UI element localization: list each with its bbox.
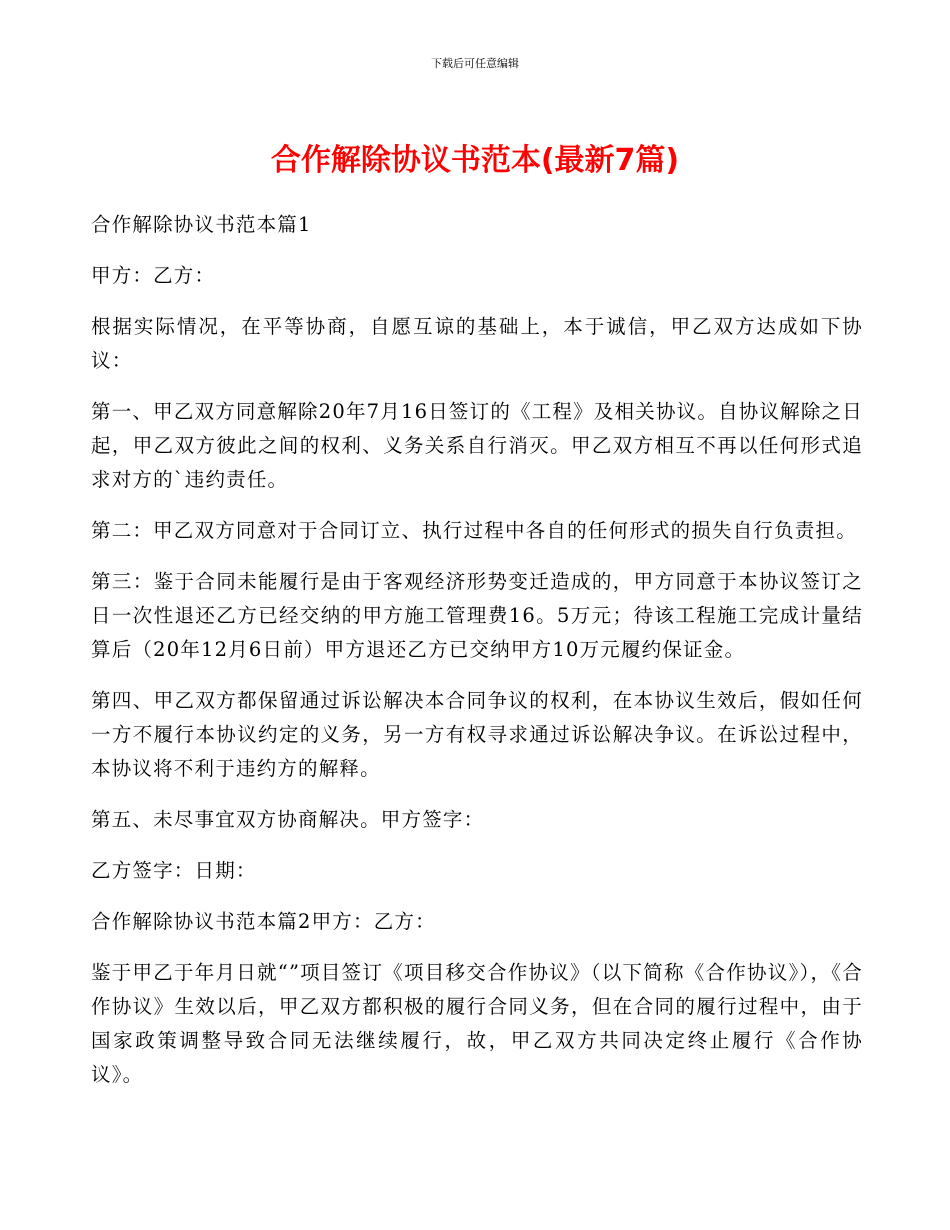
header-note: 下载后可任意编辑 — [431, 57, 519, 70]
clause-4: 第四、甲乙双方都保留通过诉讼解决本合同争议的权利，在本协议生效后，假如任何一方不履行本协议约定的义务，另一方有权寻求通过诉讼解决争议。在诉讼过程中，本协议将不利于违约方的解释。 — [91, 689, 863, 780]
clause-3: 第三：鉴于合同未能履行是由于客观经济形势变迁造成的，甲方同意于本协议签订之日一次性退还乙方已经交纳的甲方施工管理费16。5万元；待该工程施工完成计量结算后（20年12月6日前）甲方退还乙方已交纳甲方10万元履约保证金。 — [91, 570, 863, 661]
document-body — [91, 208, 863, 1109]
section-2-paragraph: 鉴于甲乙于年月日就“”项目签订《项目移交合作协议》（以下简称《合作协议》），《合作协议》生效以后，甲乙双方都积极的履行合同义务，但在合同的履行过程中，由于国家政策调整导致合同无法继续履行，故，甲乙双方共同决定终止履行《合作协议》。 — [91, 961, 863, 1086]
document-title: 合作解除协议书范本(最新7篇) — [270, 143, 680, 178]
clause-1: 第一、甲乙双方同意解除20年7月16日签订的《工程》及相关协议。自协议解除之日起，甲乙双方彼此之间的权利、义务关系自行消灭。甲乙双方相互不再以任何形式追求对方的`违约责任。 — [91, 400, 863, 491]
preamble-paragraph: 根据实际情况，在平等协商，自愿互谅的基础上，本于诚信，甲乙双方达成如下协议： — [91, 315, 863, 372]
clause-5: 第五、未尽事宜双方协商解决。甲方签字： — [91, 808, 485, 831]
section-heading-2: 合作解除协议书范本篇2甲方：乙方： — [91, 910, 436, 933]
signature-line: 乙方签字：日期： — [91, 859, 257, 882]
section-heading-1: 合作解除协议书范本篇1 — [91, 213, 312, 236]
clause-2: 第二：甲乙双方同意对于合同订立、执行过程中各自的任何形式的损失自行负责担。 — [91, 519, 857, 542]
parties-line: 甲方：乙方： — [91, 264, 216, 287]
